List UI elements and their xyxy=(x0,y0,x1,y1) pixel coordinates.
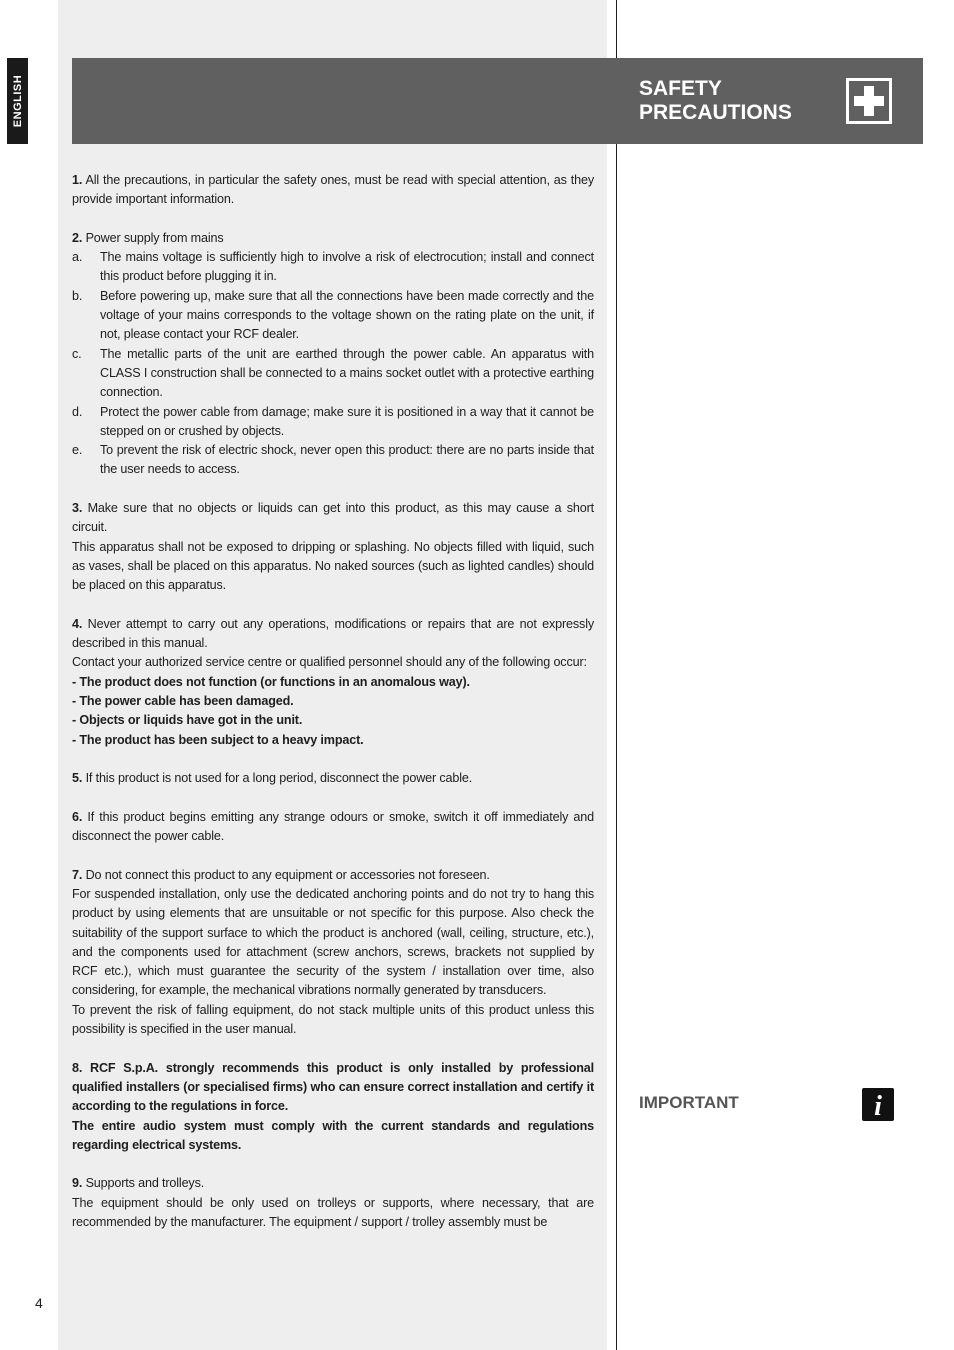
page-number: 4 xyxy=(35,1295,43,1311)
list-letter: e. xyxy=(72,443,83,458)
section-7 xyxy=(72,866,594,885)
safety-text xyxy=(72,171,594,1232)
list-text: To prevent the risk of electric shock, never open this product: there are no parts inside that the user needs to access. xyxy=(100,443,594,477)
section-text: Never attempt to carry out any operations, modifications or repairs that are not expressly described in this manual. xyxy=(72,616,594,651)
section-text: Do not connect this product to any equipment or accessories not foreseen. xyxy=(85,867,490,882)
info-icon xyxy=(862,1088,894,1121)
list-text: Before powering up, make sure that all the connections have been made correctly and the voltage of your mains corresponds to the voltage shown on the rating plate on the unit, if not, please contact your RCF dealer. xyxy=(100,288,594,342)
section-text: The entire audio system must comply with the current standards and regulations regarding electrical systems. xyxy=(72,1118,594,1152)
section-8 xyxy=(72,1059,594,1117)
section-number: 3. xyxy=(72,501,83,516)
section-4 xyxy=(72,615,594,654)
section-7-paragraph-2: To prevent the risk of falling equipment, do not stack multiple units of this product unless this possibility is specified in the user manual. xyxy=(72,1002,594,1037)
list-letter: a. xyxy=(72,250,83,265)
section-9-paragraph: The equipment should be only used on trolleys or supports, where necessary, that are recommended by the manufacturer. The equipment / support / trolley assembly must be xyxy=(72,1195,594,1230)
power-supply-list xyxy=(72,248,594,480)
language-tab-label: ENGLISH xyxy=(11,74,24,128)
page-title xyxy=(639,77,829,125)
list-text: The mains voltage is sufficiently high to involve a risk of electrocution; install and connect this product before plugging it in. xyxy=(100,250,594,284)
section-text: If this product is not used for a long period, disconnect the power cable. xyxy=(85,771,473,786)
warning-line: - Objects or liquids have got in the unit. xyxy=(72,713,303,728)
warning-line: - The product has been subject to a heavy impact. xyxy=(72,732,364,747)
section-1 xyxy=(72,171,594,210)
language-tab xyxy=(7,58,28,144)
list-letter: d. xyxy=(72,404,83,419)
page-title-line2: PRECAUTIONS xyxy=(639,101,792,124)
important-label: IMPORTANT xyxy=(639,1093,739,1112)
section-2-title xyxy=(72,229,594,248)
section-number: 6. xyxy=(72,809,83,824)
list-text: Protect the power cable from damage; make sure it is positioned in a way that it cannot be stepped on or crushed by objects. xyxy=(100,404,594,438)
section-9-title xyxy=(72,1174,594,1193)
section-text: Make sure that no objects or liquids can get into this product, as this may cause a short circuit. xyxy=(72,501,594,535)
column-divider xyxy=(616,0,617,1350)
section-number: 7. xyxy=(72,867,83,882)
list-item xyxy=(72,403,594,442)
section-number: 5. xyxy=(72,771,83,786)
list-letter: c. xyxy=(72,346,82,361)
section-3 xyxy=(72,499,594,538)
section-8-paragraph xyxy=(72,1117,594,1156)
section-5 xyxy=(72,769,594,788)
section-6 xyxy=(72,808,594,847)
section-number: 9. xyxy=(72,1176,83,1191)
list-text: The metallic parts of the unit are earthed through the power cable. An apparatus with CLASS I construction shall be connected to a mains socket outlet with a protective earthing connection. xyxy=(100,346,594,400)
list-item xyxy=(72,345,594,403)
page-title-line1: SAFETY xyxy=(639,77,722,100)
section-title: Supports and trolleys. xyxy=(85,1176,205,1191)
warning-line: - The power cable has been damaged. xyxy=(72,694,294,709)
warning-line: - The product does not function (or functions in an anomalous way). xyxy=(72,674,470,689)
list-item xyxy=(72,441,594,480)
section-3-paragraph: This apparatus shall not be exposed to dripping or splashing. No objects filled with liquid, such as vases, shall be placed on this apparatus. No naked sources (such as lighted candles) should be placed on this apparatus. xyxy=(72,539,594,593)
list-item xyxy=(72,287,594,345)
section-number: 1. xyxy=(72,173,83,187)
section-4-paragraph: Contact your authorized service centre or qualified personnel should any of the following occur: xyxy=(72,655,587,670)
first-aid-cross-icon xyxy=(846,78,892,124)
section-text: If this product begins emitting any strange odours or smoke, switch it off immediately and disconnect the power cable. xyxy=(72,809,594,844)
section-title: Power supply from mains xyxy=(85,230,224,245)
svg-text:i: i xyxy=(874,1091,882,1121)
section-text: All the precautions, in particular the safety ones, must be read with special attention, as they provide important information. xyxy=(72,173,594,207)
section-7-paragraph: For suspended installation, only use the dedicated anchoring points and do not try to hang this product by using elements that are unsuitable or not specific for this purpose. Also check the suitability of the support surface to which the product is anchored (wall, ceiling, structure, etc.), and the components used for attachment (screw anchors, screws, brackets not supplied by RCF etc.), which must guarantee the security of the system / installation over time, also considering, for example, the mechanical vibrations normally generated by transducers. xyxy=(72,886,594,998)
list-item xyxy=(72,248,594,287)
section-number: 4. xyxy=(72,616,83,631)
section-number: 2. xyxy=(72,230,83,245)
section-text: 8. RCF S.p.A. strongly recommends this product is only installed by professional qualified installers (or specialised firms) who can ensure correct installation and certify it according to the regulations in force. xyxy=(72,1060,594,1114)
list-letter: b. xyxy=(72,288,83,303)
